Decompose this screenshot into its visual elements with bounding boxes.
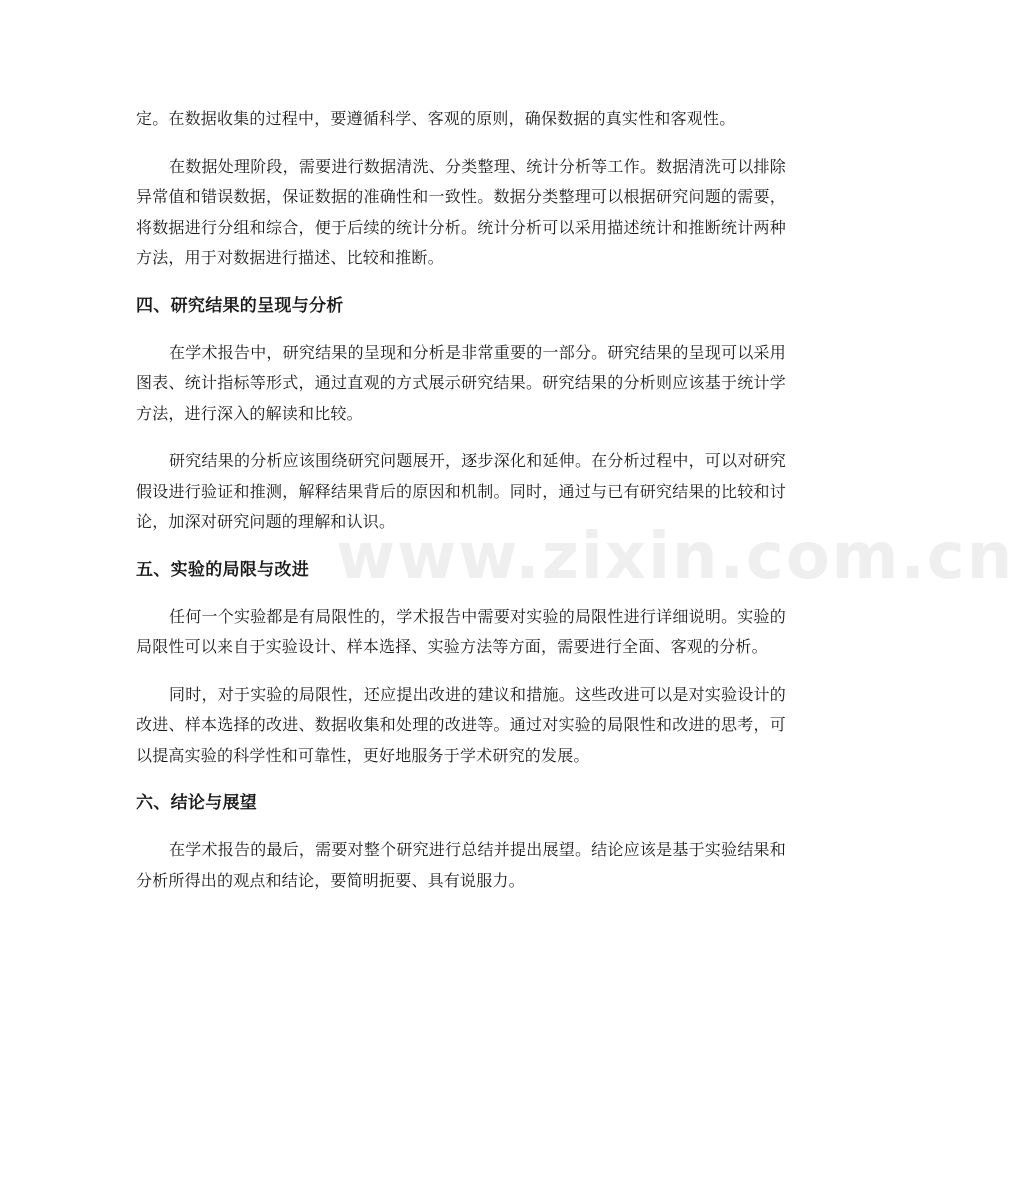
section-heading-6: 六、结论与展望 [136,793,258,813]
document-body [136,104,786,896]
paragraph-continued: 定。在数据收集的过程中，要遵循科学、客观的原则，确保数据的真实性和客观性。 [136,109,736,128]
paragraph-conclusion: 在学术报告的最后，需要对整个研究进行总结并提出展望。结论应该是基于实验结果和分析所得出的观点和结论，要简明扼要、具有说服力。 [136,840,786,890]
paragraph-limitations: 任何一个实验都是有局限性的，学术报告中需要对实验的局限性进行详细说明。实验的局限性可以来自于实验设计、样本选择、实验方法等方面，需要进行全面、客观的分析。 [136,606,786,656]
section-heading-4: 四、研究结果的呈现与分析 [136,295,344,316]
paragraph-improvements: 同时，对于实验的局限性，还应提出改进的建议和措施。这些改进可以是对实验设计的改进、样本选择的改进、数据收集和处理的改进等。通过对实验的局限性和改进的思考，可以提高实验的科学性和可靠性，更好地服务于学术研究的发展。 [136,684,786,765]
paragraph-results-presentation: 在学术报告中，研究结果的呈现和分析是非常重要的一部分。研究结果的呈现可以采用图表、统计指标等形式，通过直观的方式展示研究结果。研究结果的分析则应该基于统计学方法，进行深入的解读和比较。 [136,342,786,423]
paragraph-results-analysis: 研究结果的分析应该围绕研究问题展开，逐步深化和延伸。在分析过程中，可以对研究假设进行验证和推测，解释结果背后的原因和机制。同时，通过与已有研究结果的比较和讨论，加深对研究问题的理解和认识。 [136,451,786,531]
paragraph-data-processing: 在数据处理阶段，需要进行数据清洗、分类整理、统计分析等工作。数据清洗可以排除异常值和错误数据，保证数据的准确性和一致性。数据分类整理可以根据研究问题的需要，将数据进行分组和综合，便于后续的统计分析。统计分析可以采用描述统计和推断统计两种方法，用于对数据进行描述、比较和推断。 [136,156,786,267]
section-heading-5: 五、实验的局限与改进 [136,559,309,580]
watermark: www.zixin.com.cn [336,520,1014,594]
